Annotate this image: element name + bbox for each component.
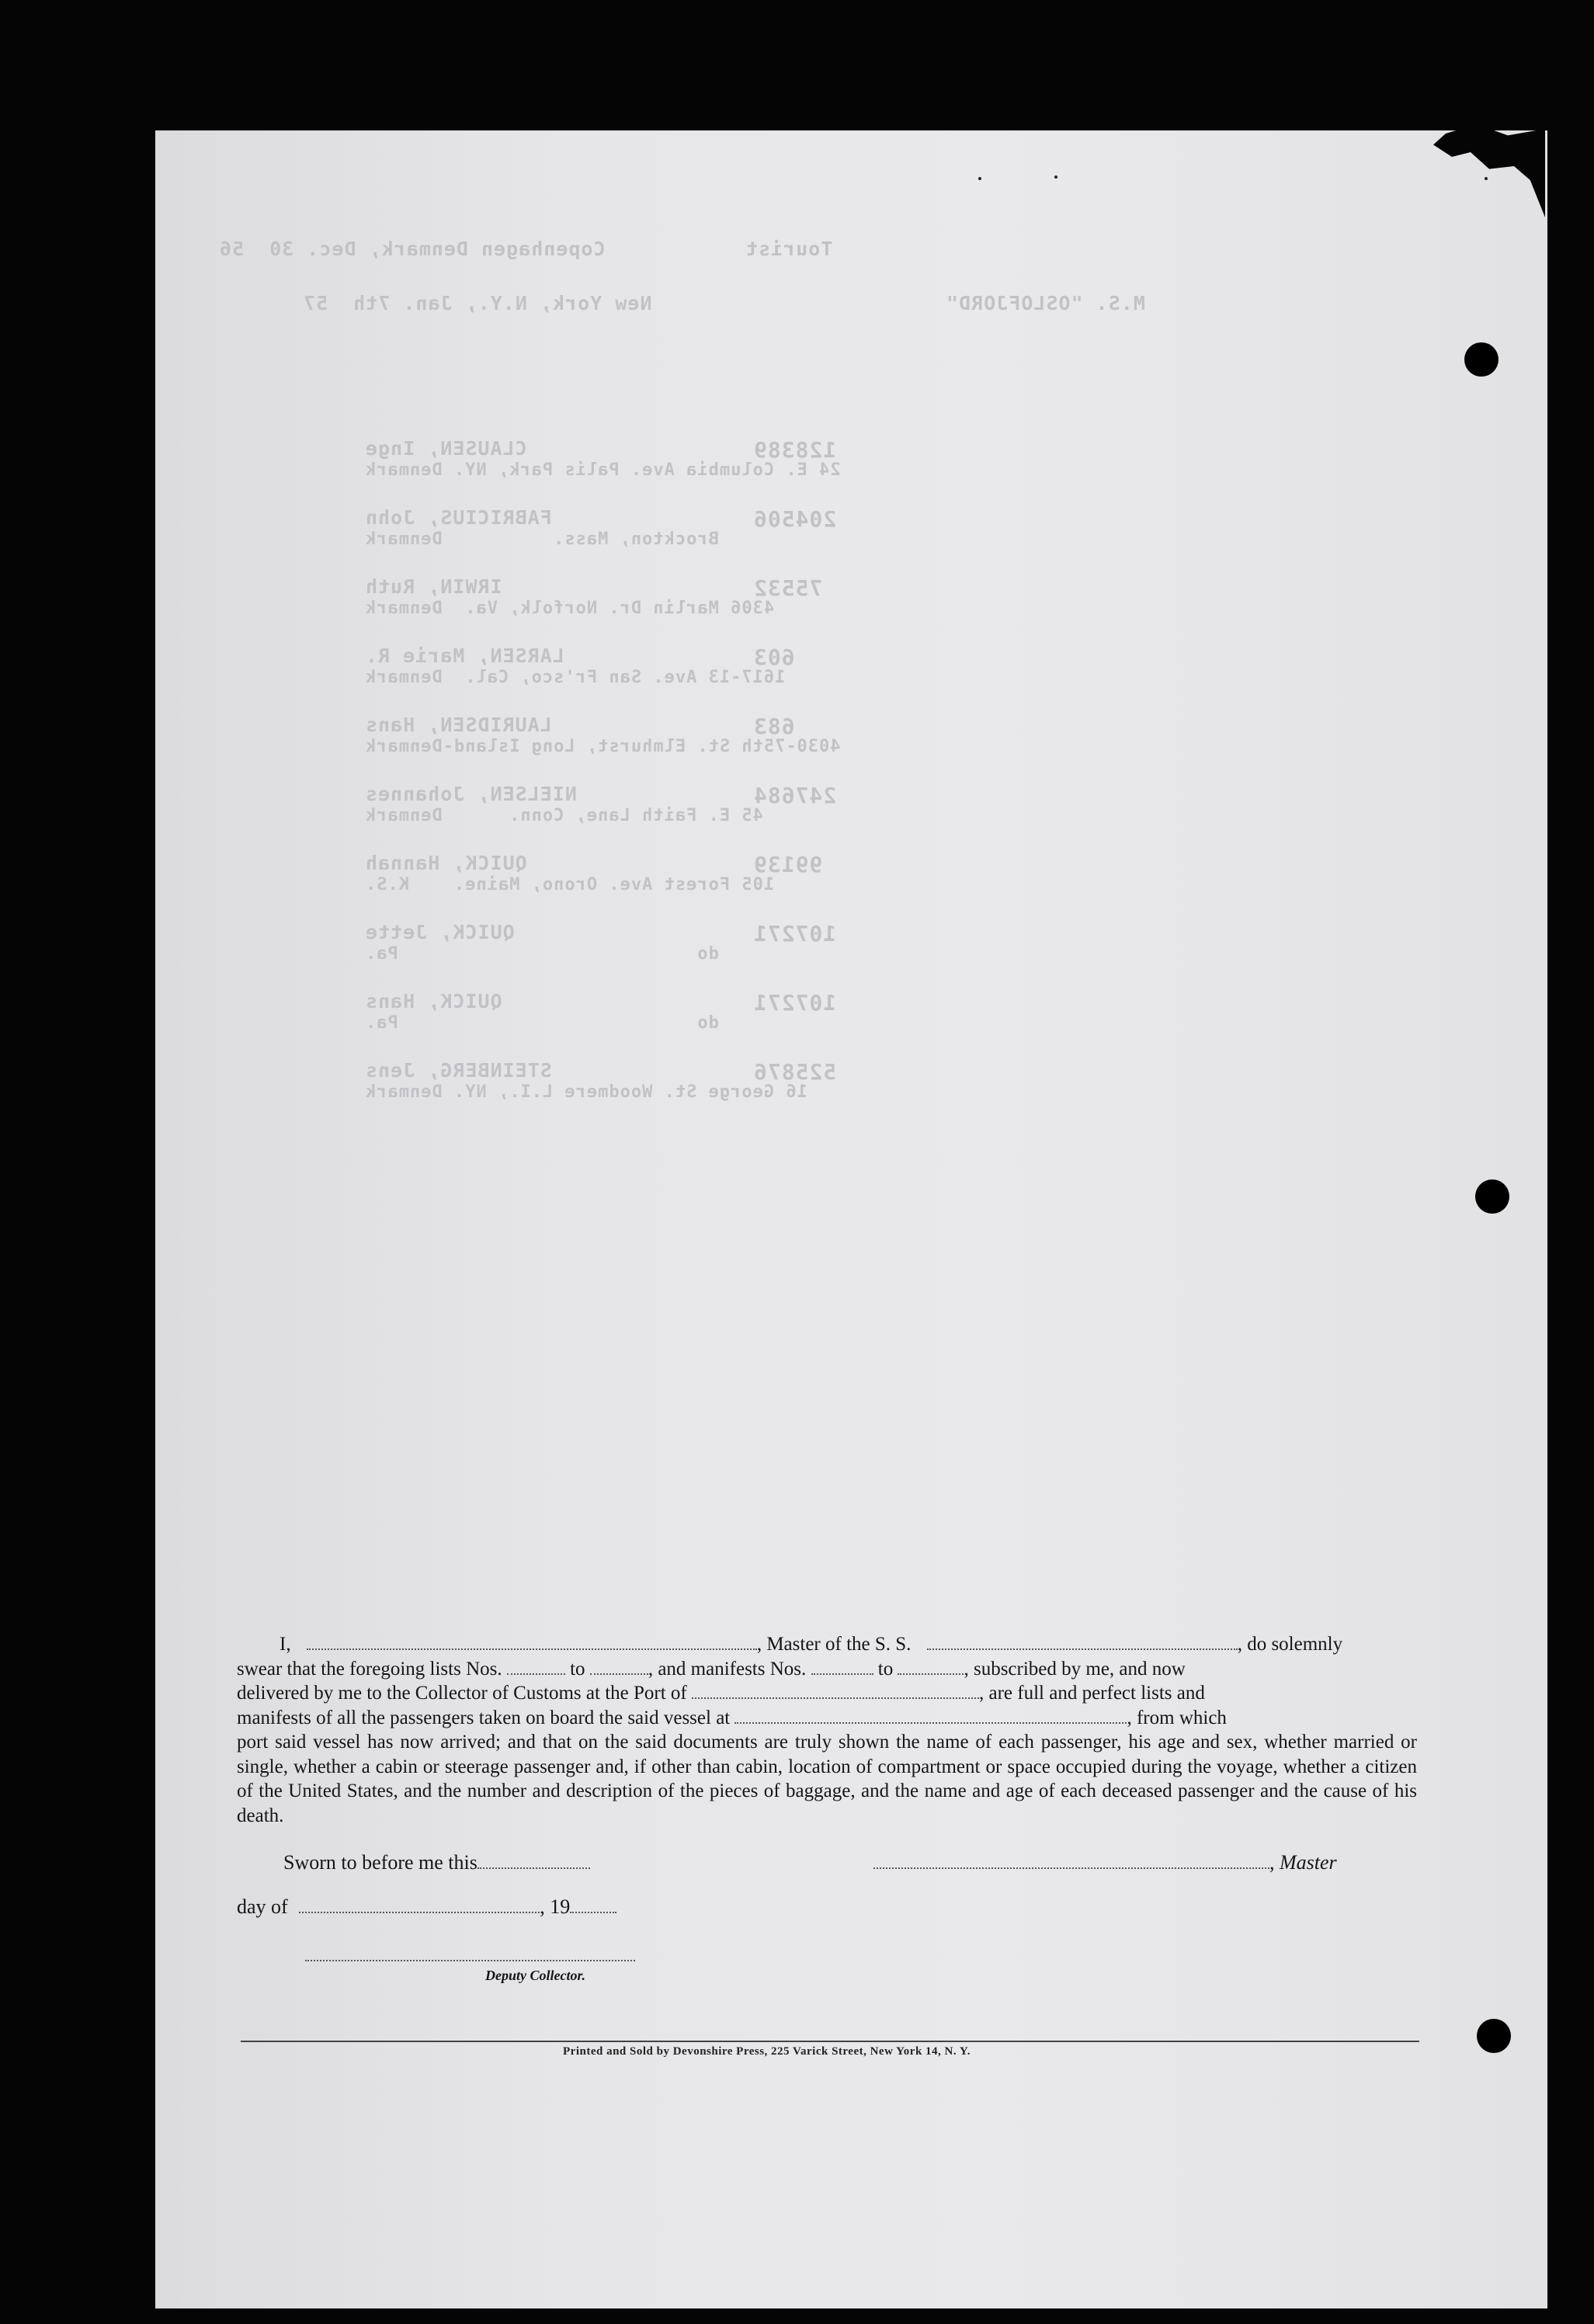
- bleed-entry-number: 107271: [753, 921, 837, 947]
- affidavit-master-of: , Master of the S. S.: [756, 1634, 912, 1655]
- sworn-day-field[interactable]: [478, 1853, 590, 1869]
- affidavit-lists-nos: swear that the foregoing lists Nos.: [237, 1658, 502, 1680]
- day-of-line: [237, 1895, 616, 1919]
- ship-name-field[interactable]: [927, 1634, 1238, 1650]
- manifests-from-field[interactable]: [811, 1659, 873, 1675]
- bleed-entry-name: IRWIN, Ruth: [365, 575, 502, 598]
- bleed-entry-address: 4030-75th St. Elmhurst, Long Island-Denmark: [365, 737, 841, 756]
- manifest-page: [155, 130, 1547, 2308]
- master-name-field[interactable]: [307, 1634, 757, 1650]
- affidavit-to-2: to: [877, 1658, 894, 1680]
- sworn-label: Sworn to before me this: [283, 1851, 478, 1874]
- embarkation-port-field[interactable]: [734, 1708, 1127, 1724]
- deputy-collector-line: [305, 1946, 635, 1961]
- bleed-entry-number: 99139: [753, 852, 823, 877]
- year-field[interactable]: [570, 1898, 616, 1913]
- bleed-entry-address: 1617-13 Ave. San Fr'sco, Cal. Denmark: [365, 668, 786, 687]
- affidavit-subscribed: , subscribed by me, and now: [964, 1658, 1186, 1680]
- lists-from-field[interactable]: [507, 1659, 565, 1675]
- speck: [1054, 175, 1057, 179]
- affidavit-port: delivered by me to the Collector of Customs at the Port of: [237, 1683, 687, 1704]
- master-affidavit: [237, 1632, 1417, 1828]
- bleed-entry-name: STEINBERG, Jens: [365, 1059, 552, 1082]
- bleed-entry-number: 247684: [753, 783, 837, 808]
- bleed-header-left: Tourist: [745, 238, 833, 260]
- sworn-line: [283, 1851, 590, 1874]
- affidavit-i: I,: [280, 1634, 291, 1655]
- bleed-entry-name: QUICK, Hans: [365, 990, 502, 1013]
- bleed-entry-address: 16 George St. Woodmere L.I., NY. Denmark: [365, 1082, 807, 1102]
- bleed-entry-number: 75532: [753, 575, 823, 601]
- bleed-entry-address: 45 E. Faith Lane, Conn. Denmark: [365, 806, 763, 825]
- deputy-signature-field[interactable]: [305, 1946, 635, 1961]
- bleed-entry-name: LAURIDSEN, Hans: [365, 714, 552, 736]
- bleed-entry-name: FABRICIUS, John: [365, 506, 552, 529]
- bleed-entry-name: QUICK, Jette: [365, 921, 515, 943]
- affidavit-body: port said vessel has now arrived; and that on the said documents are truly shown the name of each passenger, his age and sex, whether married or single, whether a cabin or steerage passenger and, if other than cabin, location of compartment or space occupied during the voyage, whether a citizen of the United States, and the number and description of the pieces of baggage, and the name and age of each deceased passenger and the cause of his death.: [237, 1732, 1417, 1826]
- bleed-entry-address: 105 Forest Ave. Orono, Maine. K.S.: [365, 875, 775, 895]
- master-signature-line: [873, 1851, 1337, 1874]
- manifests-to-field[interactable]: [898, 1659, 964, 1675]
- bleed-entry-number: 128389: [753, 437, 837, 463]
- bleed-entry-address: Brockton, Mass. Denmark: [365, 530, 719, 549]
- footer-rule: [241, 2041, 1419, 2042]
- punch-hole-top: [1464, 342, 1498, 377]
- bleed-entry-name: QUICK, Hannah: [365, 852, 527, 874]
- bleed-entry-address: do Pa.: [365, 1013, 719, 1033]
- affidavit-from-which: , from which: [1127, 1707, 1227, 1728]
- port-field[interactable]: [692, 1683, 979, 1699]
- speck: [978, 177, 981, 180]
- bleed-entry-number: 107271: [753, 990, 837, 1016]
- bleed-entry-number: 525876: [753, 1059, 837, 1085]
- bleed-entry-name: NIELSEN, Johannes: [365, 783, 577, 805]
- affidavit-to-1: to: [570, 1658, 585, 1680]
- deputy-collector-label: Deputy Collector.: [485, 1968, 585, 1983]
- bleed-entry-number: 603: [753, 644, 795, 670]
- affidavit-taken-at: manifests of all the passengers taken on board the said vessel at: [237, 1707, 731, 1728]
- bleed-ship-name: M.S. "OSLOFJORD": [946, 292, 1145, 314]
- bleed-arrival: New York, N.Y., Jan. 7th 57: [303, 292, 652, 314]
- speck: [1485, 177, 1488, 180]
- bleed-entry-number: 683: [753, 714, 795, 739]
- bleed-entry-number: 204506: [753, 506, 837, 532]
- bleed-header-right: Copenhagen Denmark, Dec. 30 56: [219, 238, 606, 260]
- affidavit-solemnly: , do solemnly: [1237, 1634, 1343, 1655]
- year-label: , 19: [540, 1895, 571, 1918]
- bleed-entry-address: 4306 Marlin Dr. Norfolk, Va. Denmark: [365, 599, 775, 618]
- bleed-entry-name: LARSEN, Marie R.: [365, 644, 564, 667]
- bleed-entry-address: do Pa.: [365, 944, 719, 964]
- master-signature-field[interactable]: [873, 1853, 1269, 1869]
- affidavit-full-perfect: , are full and perfect lists and: [979, 1683, 1205, 1704]
- day-of-field[interactable]: [299, 1898, 540, 1913]
- bleed-entry-name: CLAUSEN, Inge: [365, 437, 527, 460]
- master-label: , Master: [1269, 1851, 1337, 1874]
- day-of-label: day of: [237, 1895, 288, 1918]
- punch-hole-middle: [1475, 1179, 1509, 1214]
- affidavit-manifests-nos: , and manifests Nos.: [648, 1658, 807, 1680]
- bleed-entry-address: 24 E. Columbia Ave. Palis Park, NY. Denmark: [365, 460, 841, 480]
- punch-hole-bottom: [1477, 2019, 1511, 2053]
- lists-to-field[interactable]: [590, 1659, 648, 1675]
- printer-imprint: Printed and Sold by Devonshire Press, 225 Varick Street, New York 14, N. Y.: [563, 2045, 971, 2058]
